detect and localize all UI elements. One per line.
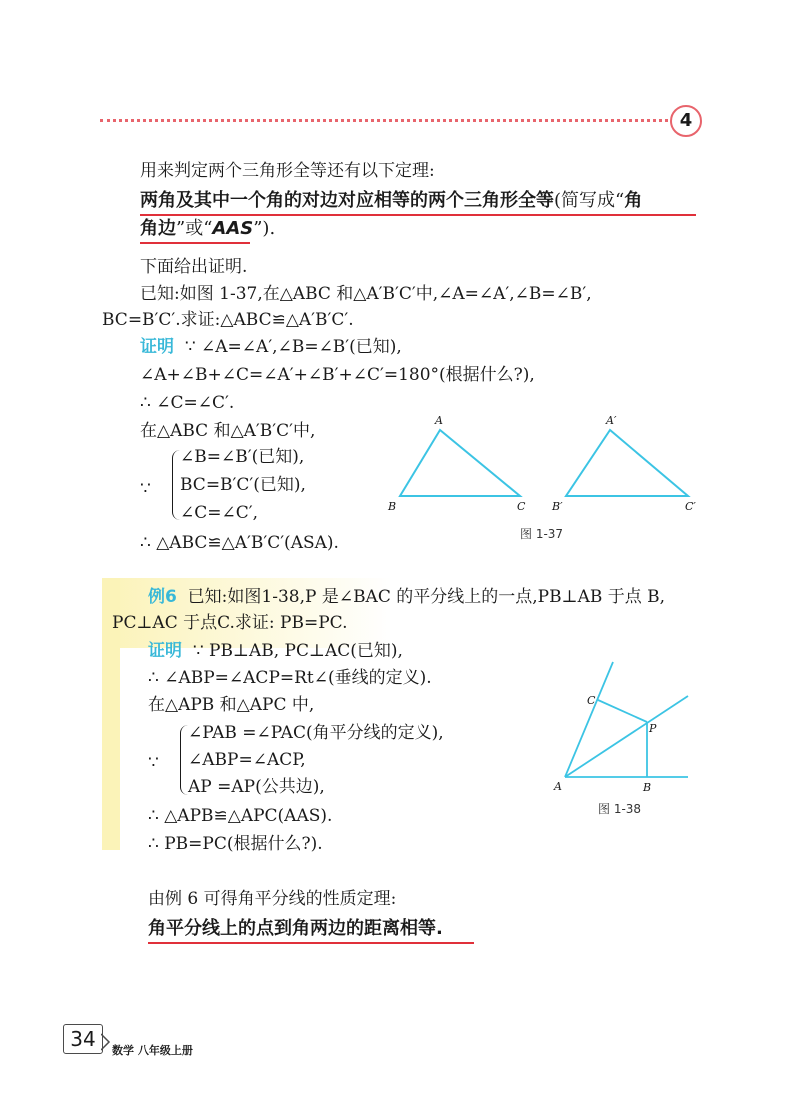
theorem-line2-bold: 角边: [140, 218, 176, 239]
example6-cond-3: AP =AP(公共边),: [188, 777, 325, 797]
proof1-because: ∵: [140, 479, 151, 499]
figure-1-37: [380, 408, 700, 518]
header-dotted-rule: [100, 119, 668, 122]
theorem-underline-2: [140, 242, 250, 244]
proof-keyword: 证明: [140, 337, 174, 357]
property-intro: 由例 6 可得角平分线的性质定理:: [148, 889, 397, 909]
property-underline: [148, 942, 474, 944]
figure-1-38-caption: 图 1-38: [598, 802, 642, 816]
proof1-cond-1: ∠B=∠B′(已知),: [180, 447, 305, 467]
given-line-1: 已知:如图 1-37,在△ABC 和△A′B′C′中,∠A=∠A′,∠B=∠B′,: [140, 284, 592, 304]
proof1-line-4: 在△ABC 和△A′B′C′中,: [140, 421, 316, 441]
label-B: B: [388, 500, 397, 513]
proof1-cond-2: BC=B′C′(已知),: [180, 475, 306, 495]
segment-pc: [598, 700, 647, 722]
book-title: 数学 八年级上册: [112, 1044, 193, 1057]
example6-proof-line-1: [148, 640, 403, 662]
theorem-paren-text: (简写成“: [554, 190, 625, 211]
example6-proof-line-3: 在△APB 和△APC 中,: [148, 695, 315, 715]
example6-cond-1: ∠PAB =∠PAC(角平分线的定义),: [188, 723, 444, 743]
proof1-line-2: ∠A+∠B+∠C=∠A′+∠B′+∠C′=180°(根据什么?),: [140, 365, 535, 385]
theorem-tail-text: 角: [624, 190, 643, 211]
label-C-prime: C′: [685, 500, 696, 513]
label-A: A: [435, 414, 443, 427]
proof-intro: 下面给出证明.: [140, 257, 248, 277]
label-B: B: [643, 781, 652, 794]
ray-ac: [565, 662, 613, 777]
proof1-line-1: [140, 336, 402, 358]
angle-bisector: [565, 696, 688, 777]
label-C: C: [587, 694, 596, 707]
example6-conclusion-1: ∴ △APB≌△APC(AAS).: [148, 806, 333, 826]
label-A-prime: A′: [606, 414, 617, 427]
theorem-underline-1: [140, 214, 696, 216]
example6-proof-keyword: 证明: [148, 641, 182, 661]
theorem-aas: AAS: [212, 218, 254, 239]
example6-proof-line-2: ∴ ∠ABP=∠ACP=Rt∠(垂线的定义).: [148, 668, 432, 688]
theorem-bold-text: 两角及其中一个角的对边对应相等的两个三角形全等: [140, 190, 554, 211]
page-number: 34: [63, 1024, 103, 1054]
example6-line-2: PC⊥AC 于点C.求证: PB=PC.: [112, 613, 348, 633]
example6-because: ∵: [148, 753, 159, 773]
triangle-abc: [400, 430, 520, 496]
example6-cond-2: ∠ABP=∠ACP,: [188, 750, 306, 770]
figure-1-38: [550, 660, 700, 800]
proof1-l1: ∵ ∠A=∠A′,∠B=∠B′(已知),: [184, 337, 402, 357]
example-keyword: 例6: [148, 587, 177, 607]
property-theorem: 角平分线上的点到角两边的距离相等.: [148, 918, 443, 939]
label-B-prime: B′: [552, 500, 563, 513]
proof1-line-3: ∴ ∠C=∠C′.: [140, 393, 235, 413]
theorem-line-1: [140, 190, 642, 212]
intro-text: 用来判定两个三角形全等还有以下定理:: [140, 161, 435, 181]
figure-1-37-caption: 图 1-37: [520, 527, 564, 541]
example6-conclusion-2: ∴ PB=PC(根据什么?).: [148, 834, 323, 854]
theorem-line2-end: ”).: [253, 218, 276, 239]
theorem-line2-or: ”或“: [176, 218, 213, 239]
example6-p1: ∵ PB⊥AB, PC⊥AC(已知),: [192, 641, 403, 661]
section-number-badge: 4: [670, 105, 702, 137]
label-C: C: [517, 500, 526, 513]
example6-line-1: [148, 586, 665, 608]
label-P: P: [649, 722, 657, 735]
proof1-conclusion: ∴ △ABC≌△A′B′C′(ASA).: [140, 533, 339, 553]
example6-l1: 已知:如图1-38,P 是∠BAC 的平分线上的一点,PB⊥AB 于点 B,: [187, 587, 666, 607]
proof1-cond-3: ∠C=∠C′,: [180, 503, 259, 523]
theorem-line-2: [140, 218, 275, 240]
label-A: A: [554, 780, 562, 793]
triangle-a2b2c2: [566, 430, 688, 496]
given-line-2: BC=B′C′.求证:△ABC≌△A′B′C′.: [102, 310, 354, 330]
